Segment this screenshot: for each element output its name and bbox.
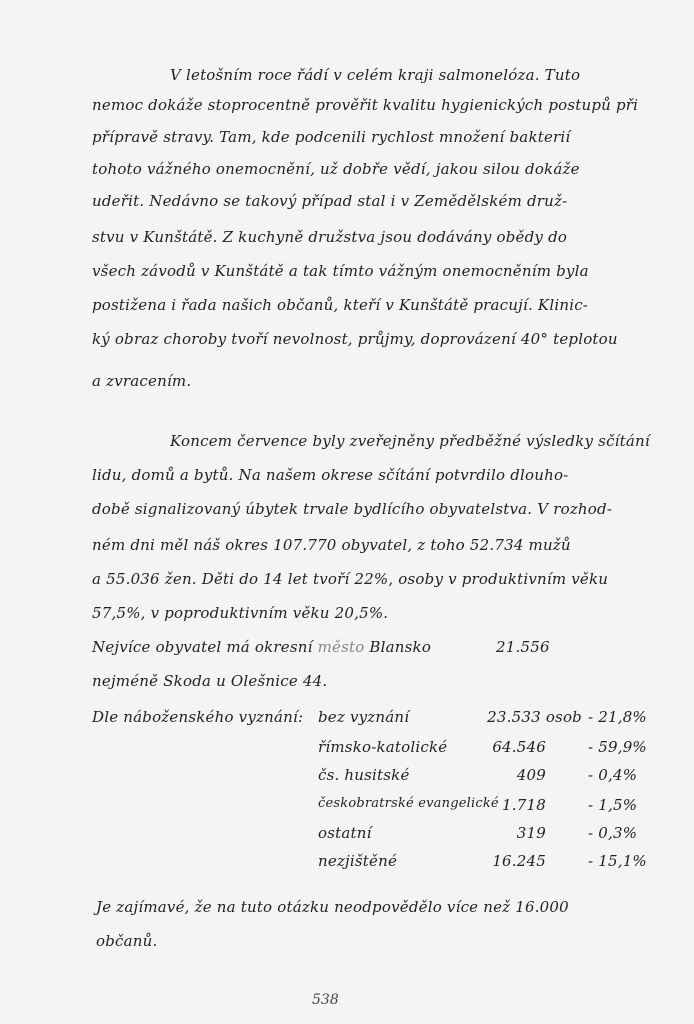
- text-line: tohoto vážného onemocnění, už dobře vědí, jakou silou dokáže: [92, 160, 580, 178]
- text-line: lidu, domů a bytů. Na našem okrese sčítání potvrdilo dlouho-: [92, 466, 569, 484]
- religion-label: nezjištěné: [318, 852, 398, 870]
- text-line: nemoc dokáže stoprocentně prověřit kvalitu hygienických postupů při: [92, 96, 639, 114]
- religion-pct: - 0,4%: [588, 766, 638, 784]
- text-line: postižena i řada našich občanů, kteří v Kunštátě pracují. Klinic-: [92, 296, 589, 314]
- most-value: 21.556: [496, 638, 550, 656]
- religion-count: 23.533 osob: [487, 708, 582, 726]
- text-line: V letošním roce řádí v celém kraji salmonelóza. Tuto: [170, 66, 581, 84]
- religion-heading: Dle náboženského vyznání:: [92, 708, 304, 726]
- text-line: ký obraz choroby tvoří nevolnost, průjmy, doprovázení 40° teplotou: [92, 330, 618, 348]
- text-line: době signalizovaný úbytek trvale bydlícího obyvatelstva. V rozhod-: [92, 500, 613, 518]
- text-line: a zvracením.: [92, 372, 192, 390]
- page-number: 538: [312, 992, 339, 1008]
- text-line: Je zajímavé, že na tuto otázku neodpovědělo více než 16.000: [96, 898, 569, 916]
- religion-count: 319: [516, 824, 546, 842]
- most-label: Nejvíce obyvatel má okresní: [92, 638, 313, 656]
- religion-count: 409: [516, 766, 546, 784]
- text-line: Koncem července byly zveřejněny předběžné výsledky sčítání: [170, 432, 650, 450]
- religion-label: ostatní: [318, 824, 372, 842]
- religion-label: římsko-katolické: [318, 738, 448, 756]
- text-line: udeřit. Nedávno se takový případ stal i v Zemědělském druž-: [92, 192, 568, 210]
- religion-pct: - 1,5%: [588, 796, 638, 814]
- text-line: všech závodů v Kunštátě a tak tímto vážným onemocněním byla: [92, 262, 589, 280]
- text-line: občanů.: [96, 932, 158, 950]
- most-struck-word: město: [317, 638, 365, 656]
- religion-pct: - 15,1%: [588, 852, 647, 870]
- religion-count: 16.245: [492, 852, 546, 870]
- text-line: stvu v Kunštátě. Z kuchyně družstva jsou dodávány obědy do: [92, 228, 568, 246]
- religion-label: čs. husitské: [318, 766, 410, 784]
- least-populous-line: nejméně Skoda u Olešnice 44.: [92, 672, 328, 690]
- text-line: 57,5%, v poproduktivním věku 20,5%.: [92, 604, 389, 622]
- religion-label: bez vyznání: [318, 708, 410, 726]
- religion-pct: - 59,9%: [588, 738, 647, 756]
- most-town: Blansko: [369, 638, 432, 656]
- text-line: a 55.036 žen. Děti do 14 let tvoří 22%, osoby v produktivním věku: [92, 570, 609, 588]
- religion-count: 64.546: [492, 738, 546, 756]
- religion-label: českobratrské evangelické: [318, 796, 499, 811]
- religion-pct: - 21,8%: [588, 708, 647, 726]
- religion-count: 1.718: [502, 796, 546, 814]
- religion-pct: - 0,3%: [588, 824, 638, 842]
- text-line: přípravě stravy. Tam, kde podcenili rychlost množení bakterií: [92, 128, 571, 146]
- most-populous-line: [92, 638, 431, 656]
- text-line: ném dni měl náš okres 107.770 obyvatel, z toho 52.734 mužů: [92, 536, 571, 554]
